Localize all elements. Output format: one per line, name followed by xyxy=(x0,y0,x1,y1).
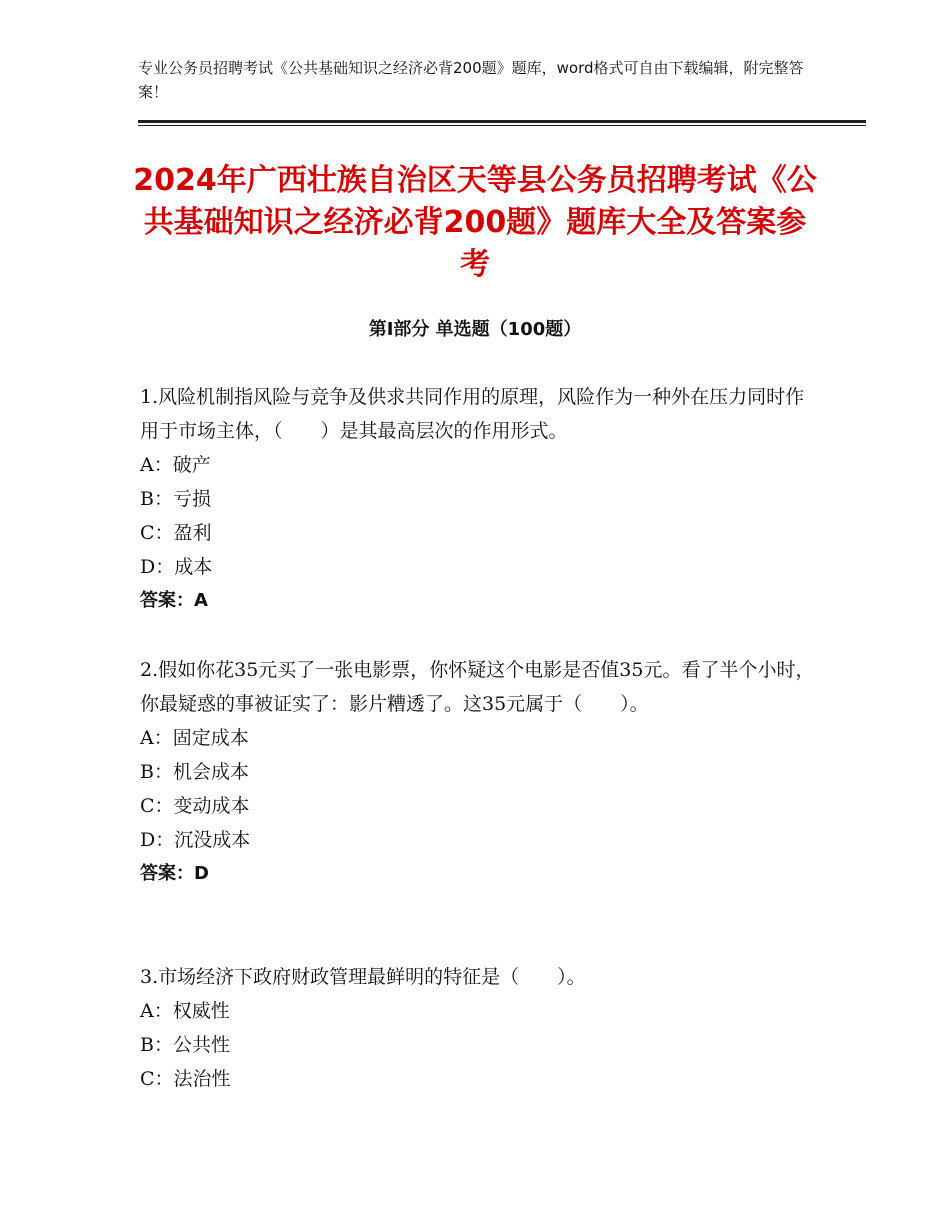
header-rule-thick xyxy=(138,120,866,123)
question-2 xyxy=(140,653,820,891)
document-title: 2024年广西壮族自治区天等县公务员招聘考试《公共基础知识之经济必背200题》题库大全及答案参考 xyxy=(133,163,817,282)
header-note: 专业公务员招聘考试《公共基础知识之经济必背200题》题库，word格式可自由下载编辑，附完整答案！ xyxy=(138,59,804,101)
option-c: C：变动成本 xyxy=(140,795,250,817)
answer: 答案：D xyxy=(140,863,209,884)
section-heading: 第Ⅰ部分 单选题（100题） xyxy=(368,319,582,340)
option-a: A：固定成本 xyxy=(140,727,249,749)
option-b: B：机会成本 xyxy=(140,761,249,783)
option-c: C：法治性 xyxy=(140,1068,231,1090)
answer: 答案：A xyxy=(140,590,208,611)
question-3 xyxy=(140,960,820,1096)
header-rule-thin xyxy=(138,125,866,126)
option-c: C：盈利 xyxy=(140,522,212,544)
question-1 xyxy=(140,380,820,618)
option-d: D：沉没成本 xyxy=(140,829,251,851)
question-stem: 3.市场经济下政府财政管理最鲜明的特征是（ ）。 xyxy=(140,966,586,988)
question-stem: 1.风险机制指风险与竞争及供求共同作用的原理，风险作为一种外在压力同时作用于市场主体，（ ）是其最高层次的作用形式。 xyxy=(140,386,805,442)
option-a: A：权威性 xyxy=(140,1000,230,1022)
option-b: B：亏损 xyxy=(140,488,211,510)
question-stem: 2.假如你花35元买了一张电影票，你怀疑这个电影是否值35元。看了半个小时，你最疑惑的事被证实了：影片糟透了。这35元属于（ ）。 xyxy=(140,659,815,715)
option-d: D：成本 xyxy=(140,556,213,578)
option-b: B：公共性 xyxy=(140,1034,230,1056)
option-a: A：破产 xyxy=(140,454,211,476)
